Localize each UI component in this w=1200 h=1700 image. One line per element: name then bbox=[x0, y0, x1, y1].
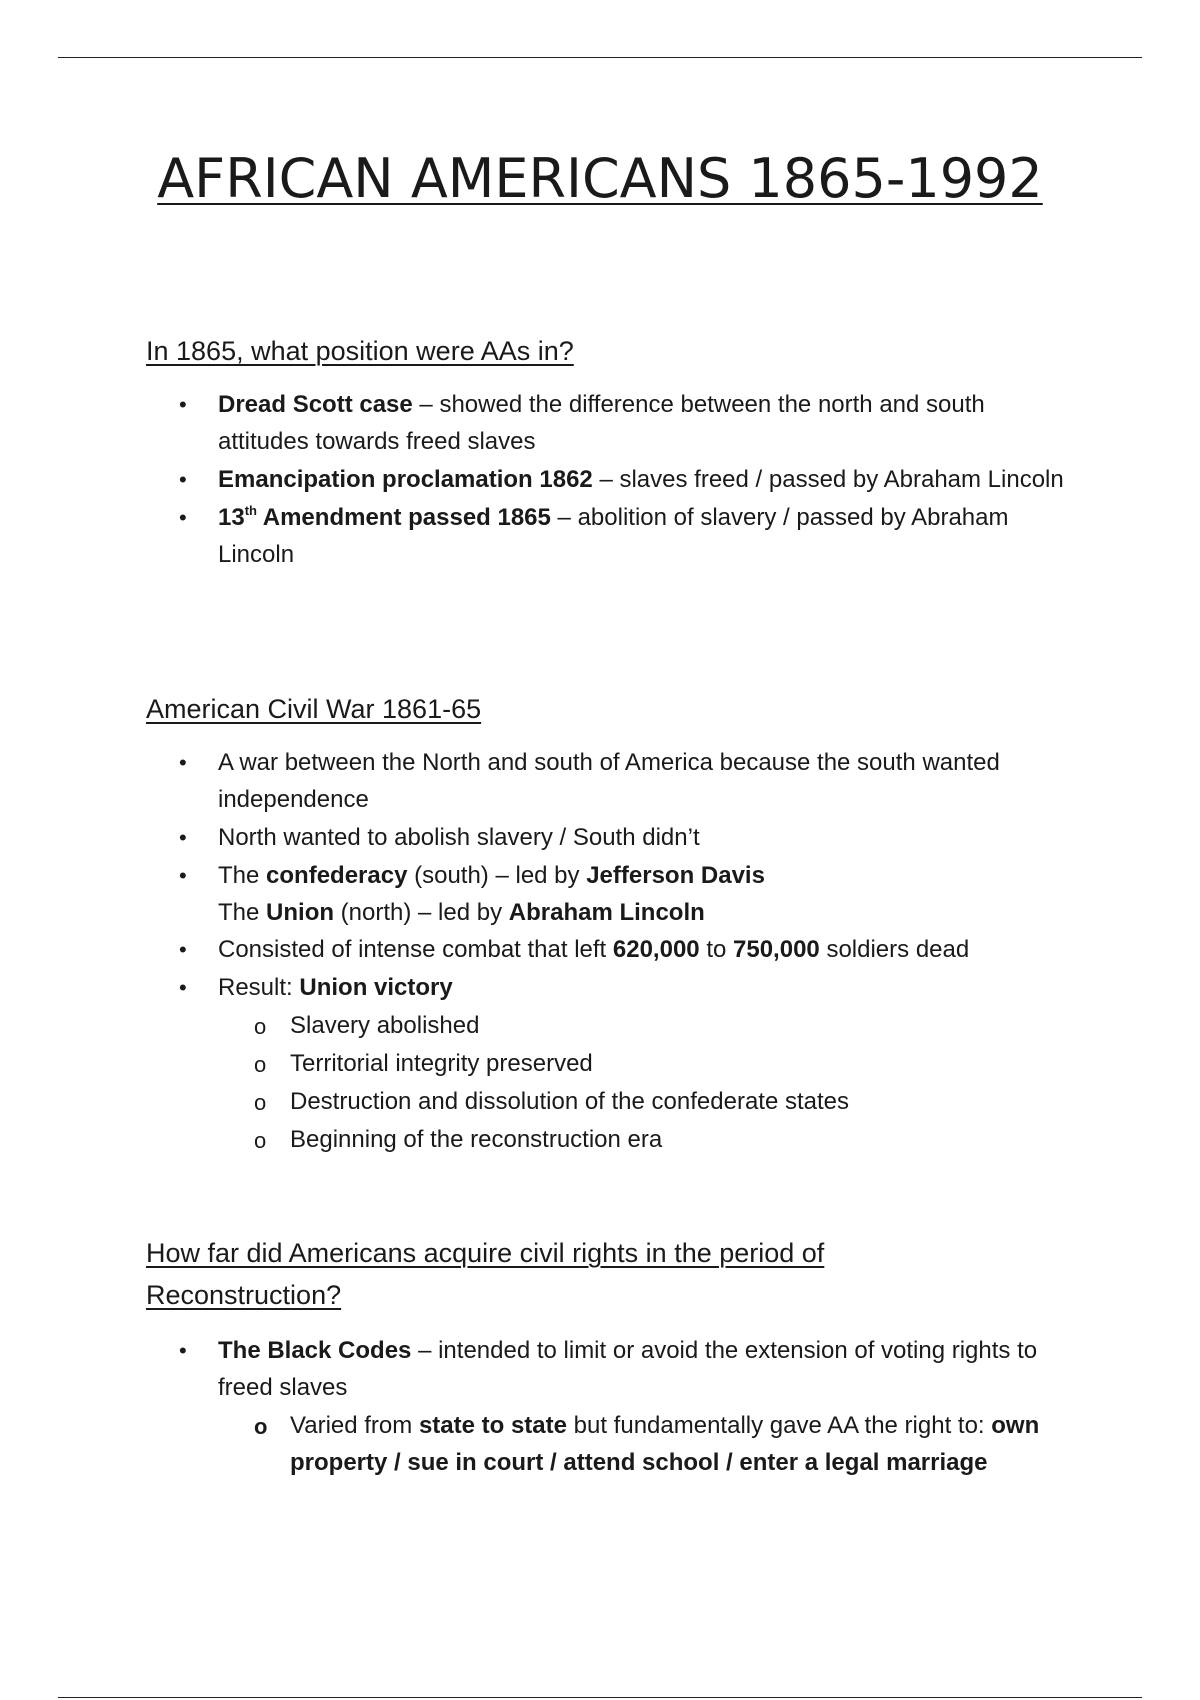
section-heading: In 1865, what position were AAs in? bbox=[146, 336, 574, 366]
page-title: AFRICAN AMERICANS 1865-1992 bbox=[157, 147, 1043, 210]
bullet-list bbox=[146, 744, 1066, 1159]
sub-list-item: o Destruction and dissolution of the confederate states bbox=[146, 1083, 1066, 1121]
circle-bullet-icon: o bbox=[254, 1414, 268, 1439]
sub-list-item: o Varied from state to state but fundamentally gave AA the right to: own property / sue in court / attend school / enter a legal marriage bbox=[146, 1407, 1066, 1481]
section-reconstruction-list bbox=[146, 1332, 1066, 1481]
list-item: • North wanted to abolish slavery / South didn’t bbox=[146, 819, 1066, 856]
list-item: • The confederacy (south) – led by Jefferson Davis bbox=[146, 857, 1066, 894]
header-rule bbox=[58, 57, 1142, 58]
bullet-icon: • bbox=[179, 392, 187, 417]
list-item: • Result: Union victory bbox=[146, 969, 1066, 1006]
bullet-icon: • bbox=[179, 505, 187, 530]
list-item: • Dread Scott case – showed the difference between the north and south attitudes towards freed slaves bbox=[146, 386, 1066, 460]
section-heading: How far did Americans acquire civil rights in the period of Reconstruction? bbox=[146, 1238, 825, 1310]
bullet-icon: • bbox=[179, 825, 187, 850]
circle-bullet-icon: o bbox=[254, 1090, 267, 1115]
footer-rule bbox=[58, 1697, 1142, 1698]
bullet-icon: • bbox=[179, 750, 187, 775]
list-item-continuation: The Union (north) – led by Abraham Lincoln bbox=[218, 899, 705, 926]
bullet-list bbox=[146, 1332, 1066, 1481]
circle-bullet-icon: o bbox=[254, 1128, 267, 1153]
section-position-1865 bbox=[146, 330, 1066, 574]
bullet-icon: • bbox=[179, 863, 187, 888]
sub-list-item: o Beginning of the reconstruction era bbox=[146, 1121, 1066, 1159]
bullet-list bbox=[146, 386, 1066, 573]
section-civil-war bbox=[146, 688, 1066, 1159]
section-reconstruction bbox=[146, 1232, 926, 1316]
list-item: • Consisted of intense combat that left 620,000 to 750,000 soldiers dead bbox=[146, 931, 1066, 968]
bullet-icon: • bbox=[179, 467, 187, 492]
circle-bullet-icon: o bbox=[254, 1014, 267, 1039]
section-heading: American Civil War 1861-65 bbox=[146, 694, 482, 724]
bullet-icon: • bbox=[179, 1338, 187, 1363]
list-item: • 13th Amendment passed 1865 – abolition of slavery / passed by Abraham Lincoln bbox=[146, 499, 1066, 573]
circle-bullet-icon: o bbox=[254, 1052, 267, 1077]
sub-list-item: o Territorial integrity preserved bbox=[146, 1045, 1066, 1083]
bullet-icon: • bbox=[179, 937, 187, 962]
list-item: • A war between the North and south of America because the south wanted independence bbox=[146, 744, 1066, 818]
sub-list-item: o Slavery abolished bbox=[146, 1007, 1066, 1045]
list-item: • The Black Codes – intended to limit or avoid the extension of voting rights to freed slaves bbox=[146, 1332, 1066, 1406]
list-item: • Emancipation proclamation 1862 – slaves freed / passed by Abraham Lincoln bbox=[146, 461, 1066, 498]
bullet-icon: • bbox=[179, 975, 187, 1000]
